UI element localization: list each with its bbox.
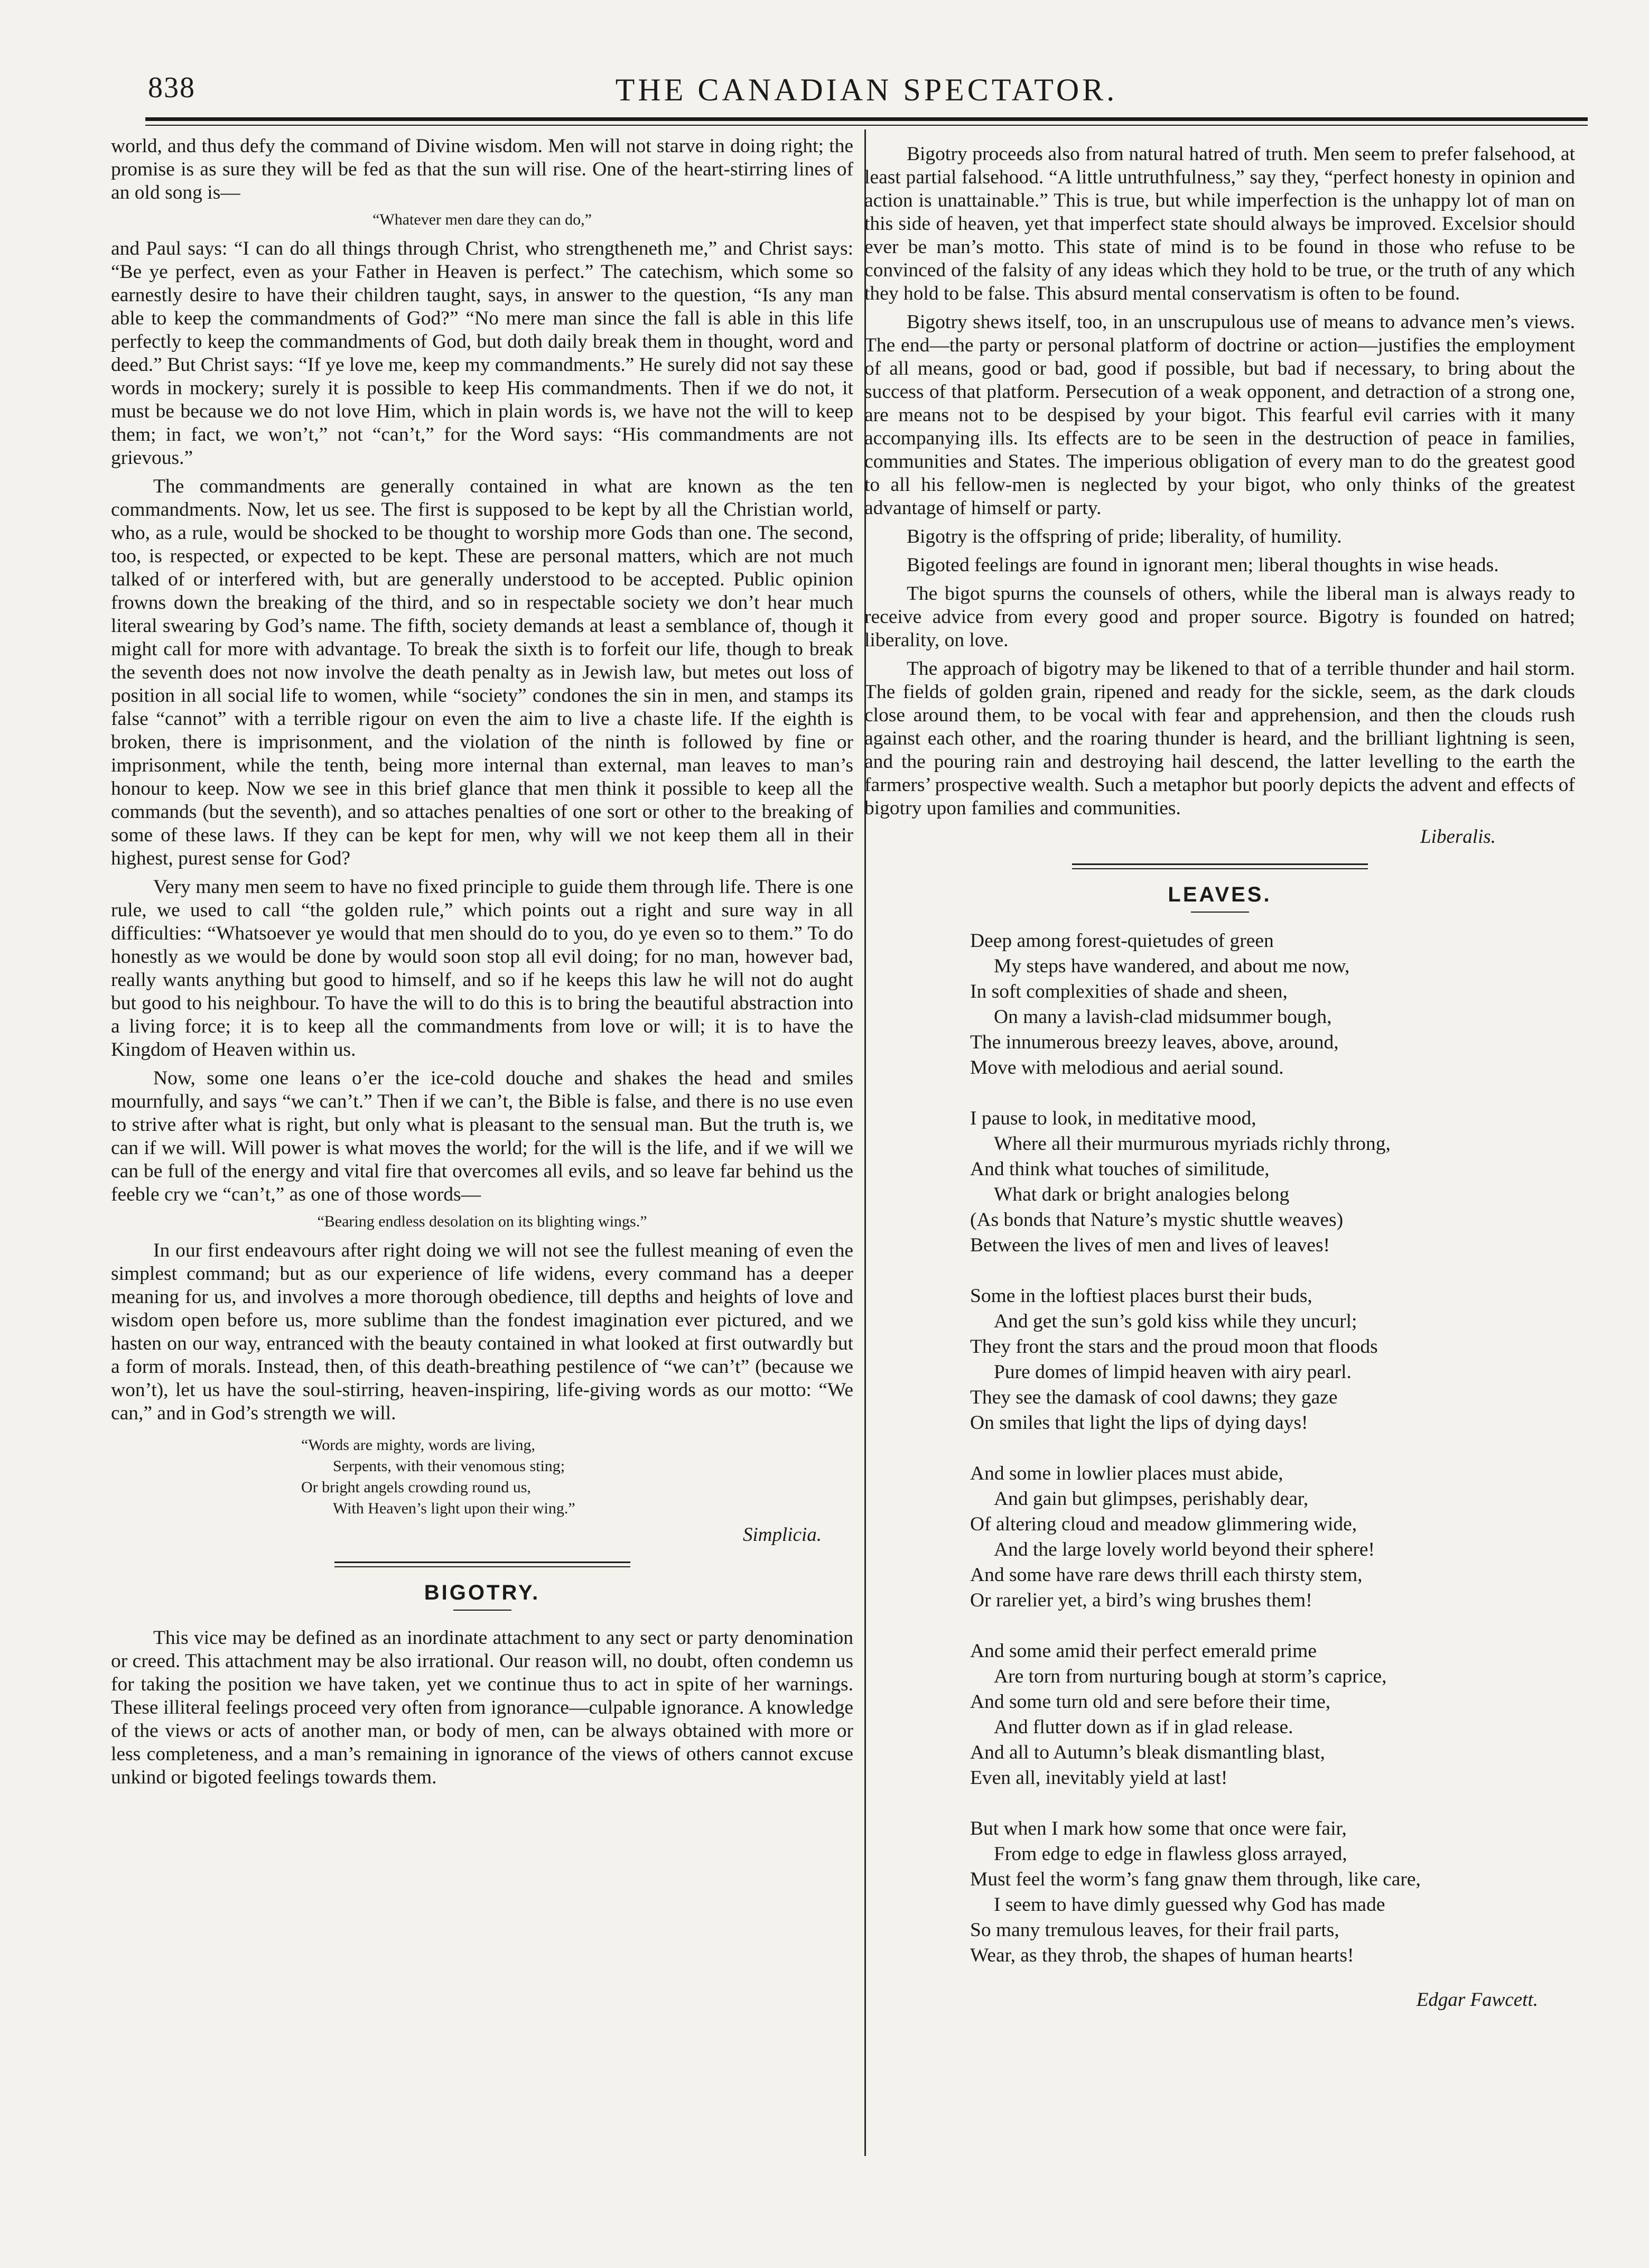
article-paragraph: Bigotry proceeds also from natural hatred of truth. Men seem to prefer falsehood, at least partial falsehood. “A little untruthfulness,” say they, “perfect honesty in opinion and action is unattainable.” This is true, but while imperfection is the unhappy lot of man on this side of heaven, yet that imperfect state should always be improved. Excelsior should ever be man’s motto. This state of mind is to be found in those who refuse to be convinced of the falsity of any ideas which they hold to be true, or the truth of any which they hold to be false. This absurd mental conservatism is often to be found.	[864, 143, 1575, 304]
author-signature: Liberalis.	[1420, 826, 1496, 848]
poem-line: In soft complexities of shade and sheen,	[970, 981, 1288, 1002]
poem-line: From edge to edge in flawless gloss arrayed,	[994, 1843, 1347, 1865]
poem-line: But when I mark how some that once were fair,	[970, 1818, 1347, 1839]
poem-line: Even all, inevitably yield at last!	[970, 1767, 1228, 1789]
poem-line: Between the lives of men and lives of leaves!	[970, 1234, 1330, 1256]
poem-line: (As bonds that Nature’s mystic shuttle weaves)	[970, 1209, 1344, 1231]
poem-line: What dark or bright analogies belong	[994, 1184, 1290, 1205]
poem-stanza	[970, 1106, 1575, 1258]
verse-line: With Heaven’s light upon their wing.”	[333, 1500, 575, 1517]
poem-line: Of altering cloud and meadow glimmering wide,	[970, 1513, 1357, 1535]
leaves-heading: LEAVES.	[1168, 883, 1272, 906]
article-paragraph: Bigoted feelings are found in ignorant men; liberal thoughts in wise heads.	[907, 554, 1499, 576]
poem-stanza	[970, 1816, 1575, 1968]
poem-stanza	[970, 1639, 1575, 1791]
left-column	[111, 135, 853, 1795]
header-rule-thin	[145, 125, 1588, 126]
heading-rule	[1191, 912, 1249, 913]
poem-stanza	[970, 928, 1575, 1081]
poem-line: And some in lowlier places must abide,	[970, 1463, 1283, 1484]
poem-line: Where all their murmurous myriads richly throng,	[994, 1133, 1391, 1155]
article-paragraph: In our first endeavours after right doing we will not see the fullest meaning of even the simplest command; but as our experience of life widens, every command has a deeper meaning for us, and involves a more thorough obedience, till depths and heights of love and wisdom open before us, more sublime than the fondest imagination ever pictured, and we hasten on our way, entranced with the beauty contained in what looked at first outwardly but a form of morals. Instead, then, of this death-breathing pestilence of “we can’t” (because we won’t), let us have the soul-stirring, heaven-inspiring, life-giving words as our motto: “We can,” and in God’s strength we will.	[111, 1240, 853, 1424]
verse-line: Or bright angels crowding round us,	[301, 1479, 531, 1496]
poem-line: And gain but glimpses, perishably dear,	[994, 1488, 1309, 1510]
article-paragraph: and Paul says: “I can do all things through Christ, who strengtheneth me,” and Christ says: “Be ye perfect, even as your Father in Heaven is perfect.” The catechism, which some so earnestly desire to have their children taught, says, in answer to the question, “Is any man able to keep the commandments of God?” “No mere man since the fall is able in this life perfectly to keep the commandments of God, but doth daily break them in thought, word and deed.” But Christ says: “If ye love me, keep my commandments.” He surely did not say these words in mockery; surely it is possible to keep His commandments. Then if we do not, it must be because we do not love Him, which in plain words is, we have not the will to keep them; in fact, we won’t,” not “can’t,” for the Word says: “His commandments are not grievous.”	[111, 238, 853, 469]
header-rule-thick	[145, 117, 1588, 121]
poem-line: Pure domes of limpid heaven with airy pearl.	[994, 1361, 1352, 1383]
masthead-title: THE CANADIAN SPECTATOR.	[615, 72, 1118, 107]
section-divider	[1072, 863, 1368, 869]
section-divider	[334, 1561, 630, 1567]
leaves-poem	[970, 928, 1575, 1968]
article-paragraph: Bigotry shews itself, too, in an unscrupulous use of means to advance men’s views. The end—the party or personal platform of doctrine or action—justifies the employment of all means, good or bad, good if possible, but bad if necessary, to bring about the success of that platform. Persecution of a weak opponent, and detraction of a strong one, are means not to be despised by your bigot. This fearful evil carries with it many accompanying ills. Its effects are to be seen in the destruction of peace in families, communities and States. The imperious obligation of every man to do the greatest good to all his fellow-men is neglected by your bigot, who only thinks of the greatest advantage of himself or party.	[864, 311, 1575, 519]
poem-line: Deep among forest-quietudes of green	[970, 930, 1274, 952]
song-quote: “Whatever men dare they can do,”	[372, 211, 592, 228]
poem-author-signature: Edgar Fawcett.	[1416, 1989, 1538, 2011]
poem-line: Or rarelier yet, a bird’s wing brushes them!	[970, 1590, 1312, 1611]
blighting-wings-quote: “Bearing endless desolation on its blighting wings.”	[317, 1213, 647, 1230]
poem-line: Must feel the worm’s fang gnaw them through, like care,	[970, 1869, 1421, 1890]
article-paragraph: Very many men seem to have no fixed principle to guide them through life. There is one rule, we used to call “the golden rule,” which points out a right and sure way in all difficulties: “Whatsoever ye would that men should do to you, do ye even so to them.” To do honestly as we would be done by would soon stop all evil doing; for no man, however bad, really wants anything but good to himself, and so if he keeps this law he will not do aught but good to his neighbour. To have the will to do this is to bring the beautiful abstraction into a living force; it is to keep all the commandments from love or will; it is to have the Kingdom of Heaven within us.	[111, 876, 853, 1061]
poem-line: And some have rare dews thrill each thirsty stem,	[970, 1564, 1363, 1586]
poem-line: And think what touches of similitude,	[970, 1158, 1270, 1180]
article-paragraph: Now, some one leans o’er the ice-cold douche and shakes the head and smiles mournfully, and says “we can’t.” Then if we can’t, the Bible is false, and there is no use even to strive after what is right, but only what is pleasant to the sensual man. But the truth is, we can if we will. Will power is what moves the world; for the will is the life, and if we will we can be full of the energy and vital fire that overcomes all evils, and so leave far behind us the feeble cry we “can’t,” as one of those words—	[111, 1067, 853, 1205]
poem-line: They front the stars and the proud moon that floods	[970, 1336, 1378, 1358]
poem-line: The innumerous breezy leaves, above, around,	[970, 1031, 1339, 1053]
poem-line: On many a lavish-clad midsummer bough,	[994, 1006, 1332, 1028]
poem-line: Are torn from nurturing bough at storm’s caprice,	[994, 1666, 1387, 1687]
poem-stanza	[970, 1284, 1575, 1436]
article-paragraph: This vice may be defined as an inordinate attachment to any sect or party denomination or creed. This attachment may be also irrational. Our reason will, no doubt, often condemn us for taking the position we have taken, yet we continue thus to act in spite of her warnings. These illiteral feelings proceed very often from ignorance—culpable ignorance. A knowledge of the views or acts of another man, or body of men, can be always obtained with more or less completeness, and a man’s remaining in ignorance of the views of others cannot excuse unkind or bigoted feelings towards them.	[111, 1627, 853, 1788]
poem-line: My steps have wandered, and about me now,	[994, 955, 1350, 977]
article-paragraph: Bigotry is the offspring of pride; liberality, of humility.	[907, 526, 1342, 547]
poem-stanza	[970, 1461, 1575, 1613]
verse-line: Serpents, with their venomous sting;	[333, 1457, 565, 1475]
poem-line: And some turn old and sere before their time,	[970, 1691, 1331, 1713]
closing-verse	[301, 1435, 853, 1519]
poem-line: And all to Autumn’s bleak dismantling blast,	[970, 1742, 1325, 1763]
poem-line: And the large lovely world beyond their sphere!	[994, 1539, 1375, 1560]
poem-line: Some in the loftiest places burst their buds,	[970, 1285, 1312, 1307]
article-paragraph: world, and thus defy the command of Divine wisdom. Men will not starve in doing right; the promise is as sure they will be fed as that the sun will rise. One of the heart-stirring lines of an old song is—	[111, 135, 853, 203]
bigotry-heading: BIGOTRY.	[424, 1581, 541, 1604]
right-column	[864, 143, 1575, 2012]
heading-rule	[453, 1610, 511, 1611]
article-paragraph: The bigot spurns the counsels of others, while the liberal man is always ready to receive advice from every good and proper source. Bigotry is founded on hatred; liberality, on love.	[864, 583, 1575, 651]
poem-line: I seem to have dimly guessed why God has made	[994, 1894, 1385, 1916]
page-header	[145, 68, 1588, 115]
poem-line: And flutter down as if in glad release.	[994, 1716, 1293, 1738]
article-paragraph: The approach of bigotry may be likened to that of a terrible thunder and hail storm. The fields of golden grain, ripened and ready for the sickle, seem, as the dark clouds close around them, to be vocal with fear and apprehension, and then the clouds rush against each other, and the roaring thunder is heard, and the brilliant lightning is seen, and the pouring rain and destroying hail descend, the latter levelling to the earth the farmers’ prospective wealth. Such a metaphor but poorly depicts the advent and effects of bigotry upon families and communities.	[864, 658, 1575, 819]
article-paragraph: The commandments are generally contained in what are known as the ten commandments. Now, let us see. The first is supposed to be kept by all the Christian world, who, as a rule, would be shocked to be thought to worship more Gods than one. The second, too, is respected, or expected to be kept. These are personal matters, which are not much talked of or interfered with, but are generally understood to be accepted. Public opinion frowns down the breaking of the third, and so in respectable society we don’t hear much literal swearing by God’s name. The fifth, society demands at least a semblance of, though it might call for more with advantage. To break the sixth is to forfeit our life, though to break the seventh does not now involve the death penalty as in Jewish law, but metes out loss of position in all social life to women, while “society” condones the sin in men, and stamps its false “cannot” with a terrible rigour on even the aim to live a chaste life. If the eighth is broken, there is imprisonment, and the violation of the ninth is followed by fine or imprisonment, while the tenth, being more internal than external, man leaves to man’s honour to keep. Now we see in this brief glance that men think it possible to keep all the commands (but the seventh), and so attaches penalties of one sort or other to the breaking of some of these laws. If they can be kept for men, why will we not keep them all in their highest, purest sense for God?	[111, 476, 853, 869]
poem-line: Wear, as they throb, the shapes of human hearts!	[970, 1945, 1354, 1966]
poem-line: So many tremulous leaves, for their frail parts,	[970, 1919, 1339, 1941]
verse-line: “Words are mighty, words are living,	[301, 1436, 536, 1454]
poem-line: They see the damask of cool dawns; they gaze	[970, 1387, 1338, 1408]
page-number: 838	[148, 71, 195, 104]
poem-line: Move with melodious and aerial sound.	[970, 1057, 1284, 1079]
poem-line: And get the sun’s gold kiss while they uncurl;	[994, 1310, 1357, 1332]
poem-line: And some amid their perfect emerald prime	[970, 1640, 1317, 1662]
poem-line: On smiles that light the lips of dying days!	[970, 1412, 1308, 1434]
poem-line: I pause to look, in meditative mood,	[970, 1108, 1256, 1129]
author-signature: Simplicia.	[742, 1524, 822, 1546]
